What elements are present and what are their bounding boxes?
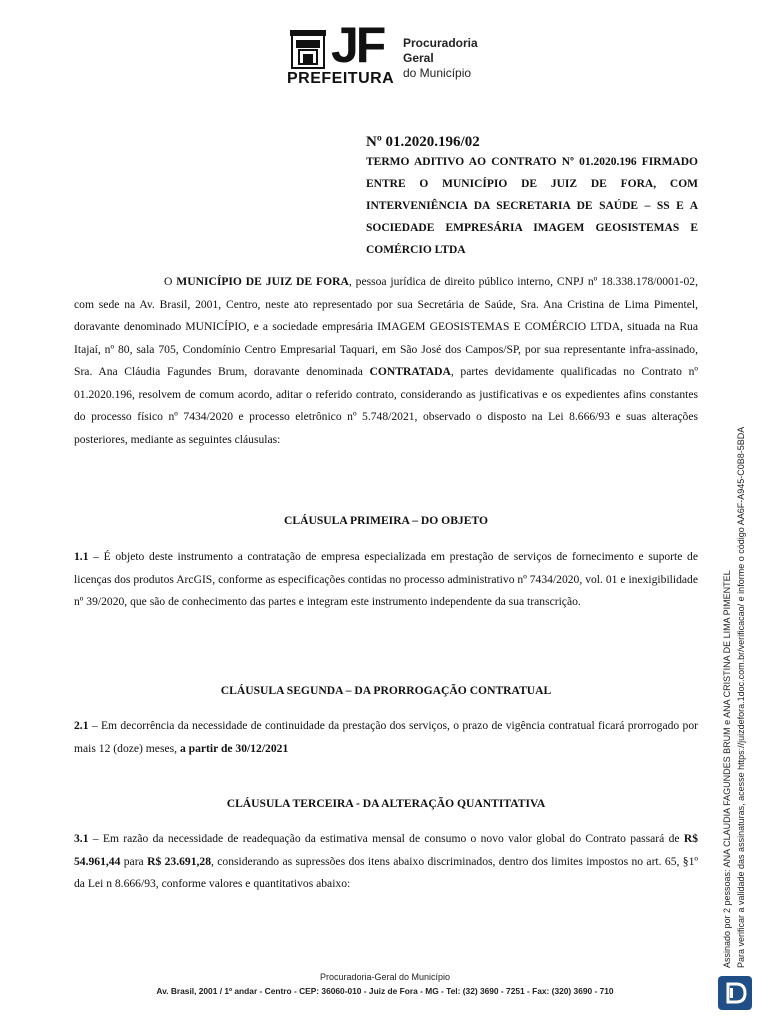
logo-jf-text: JF xyxy=(331,17,384,73)
clause2-paragraph: 2.1 – Em decorrência da necessidade de continuidade da prestação dos serviços, o prazo de vigência contratual ficará prorrogado por mais 12 (doze) meses, a partir de 30/12/2021 xyxy=(74,719,698,755)
contract-title: TERMO ADITIVO AO CONTRATO Nº 01.2020.196 FIRMADO ENTRE O MUNICÍPIO DE JUIZ DE FORA, COM INTERVENIÊNCIA DA SECRETARIA DE SAÚDE – SS E A SOCIEDADE EMPRESÁRIA IMAGEM GEOSISTEMAS E COMÉRCIO LTDA xyxy=(366,156,698,256)
footer-org: Procuradoria-Geral do Município xyxy=(319,972,451,982)
signature-strip xyxy=(714,418,756,970)
org-line-1: Procuradoria xyxy=(403,36,478,50)
1doc-badge-icon xyxy=(718,976,752,1010)
intro-paragraph: O MUNICÍPIO DE JUIZ DE FORA, pessoa jurídica de direito público interno, CNPJ nº 18.338.178/0001-02, com sede na Av. Brasil, 2001, Centro, neste ato representado por sua Secretária de Saúde, Sra. Ana Cristina de Lima Pimentel, doravante denominado MUNICÍPIO, e a sociedade empresária IMAGEM GEOSISTEMAS E COMÉRCIO LTDA, situada na Rua Itajaí, nº 80, sala 705, Condomínio Centro Empresarial Taquari, em São José dos Campos/SP, por sua representante infra-assinado, Sra. Ana Cláudia Fagundes Brum, doravante denominada CONTRATADA, partes devidamente qualificadas no Contrato nº 01.2020.196, resolvem de comum acordo, aditar o referido contrato, considerando as justificativas e os expedientes afins constantes do processo físico nº 7434/2020 e processo eletrônico nº 5.748/2021, observado o disposto na Lei 8.666/93 e suas alterações posteriores, mediante as seguintes cláusulas: xyxy=(74,275,699,446)
clause1-heading: CLÁUSULA PRIMEIRA – DO OBJETO xyxy=(284,514,488,527)
prefeitura-logo xyxy=(283,17,493,87)
signature-signers: Assinado por 2 pessoas: ANA CLAUDIA FAGUNDES BRUM e ANA CRISTINA DE LIMA PIMENTEL xyxy=(722,570,732,968)
clause1-paragraph: 1.1 – É objeto deste instrumento a contratação de empresa especializada em prestação de serviços de fornecimento e suporte de licenças dos produtos ArcGIS, conforme as especificações contidas no processo administrativo nº 7434/2020, vol. 01 e inexigibilidade nº 39/2020, que são de conhecimento das partes e integram este instrumento independente da sua transcrição. xyxy=(74,550,698,608)
signature-verification-link[interactable]: Para verificar a validade das assinaturas, acesse https://juizdefora.1doc.com.br/verificacao/ e informe o código AA6F-A945-C0B8-5BDA xyxy=(736,426,746,968)
org-line-3: do Município xyxy=(403,66,472,80)
logo-prefeitura-text: PREFEITURA xyxy=(287,70,395,87)
org-line-2: Geral xyxy=(403,51,434,65)
municipio-name: MUNICÍPIO DE JUIZ DE FORA xyxy=(176,275,349,288)
org-name xyxy=(403,36,478,81)
city-crest-icon xyxy=(288,28,328,70)
clause3-heading: CLÁUSULA TERCEIRA - DA ALTERAÇÃO QUANTITATIVA xyxy=(226,797,546,810)
clause2-heading: CLÁUSULA SEGUNDA – DA PRORROGAÇÃO CONTRATUAL xyxy=(220,684,552,697)
contract-number: Nº 01.2020.196/02 xyxy=(366,134,480,150)
footer-address: Av. Brasil, 2001 / 1º andar - Centro - CEP: 36060-010 - Juiz de Fora - MG - Tel: (32) 3690 - 7251 - Fax: (320) 3690 - 710 xyxy=(156,986,614,996)
clause3-paragraph: 3.1 – Em razão da necessidade de readequação da estimativa mensal de consumo o novo valor global do Contrato passará de R$ 54.961,44 para R$ 23.691,28, considerando as supressões dos itens abaixo discriminados, dentro dos limites impostos no art. 65, §1º da Lei n 8.666/93, conforme valores e quantitativos abaixo: xyxy=(74,832,698,890)
contratada-label: CONTRATADA xyxy=(369,365,451,378)
